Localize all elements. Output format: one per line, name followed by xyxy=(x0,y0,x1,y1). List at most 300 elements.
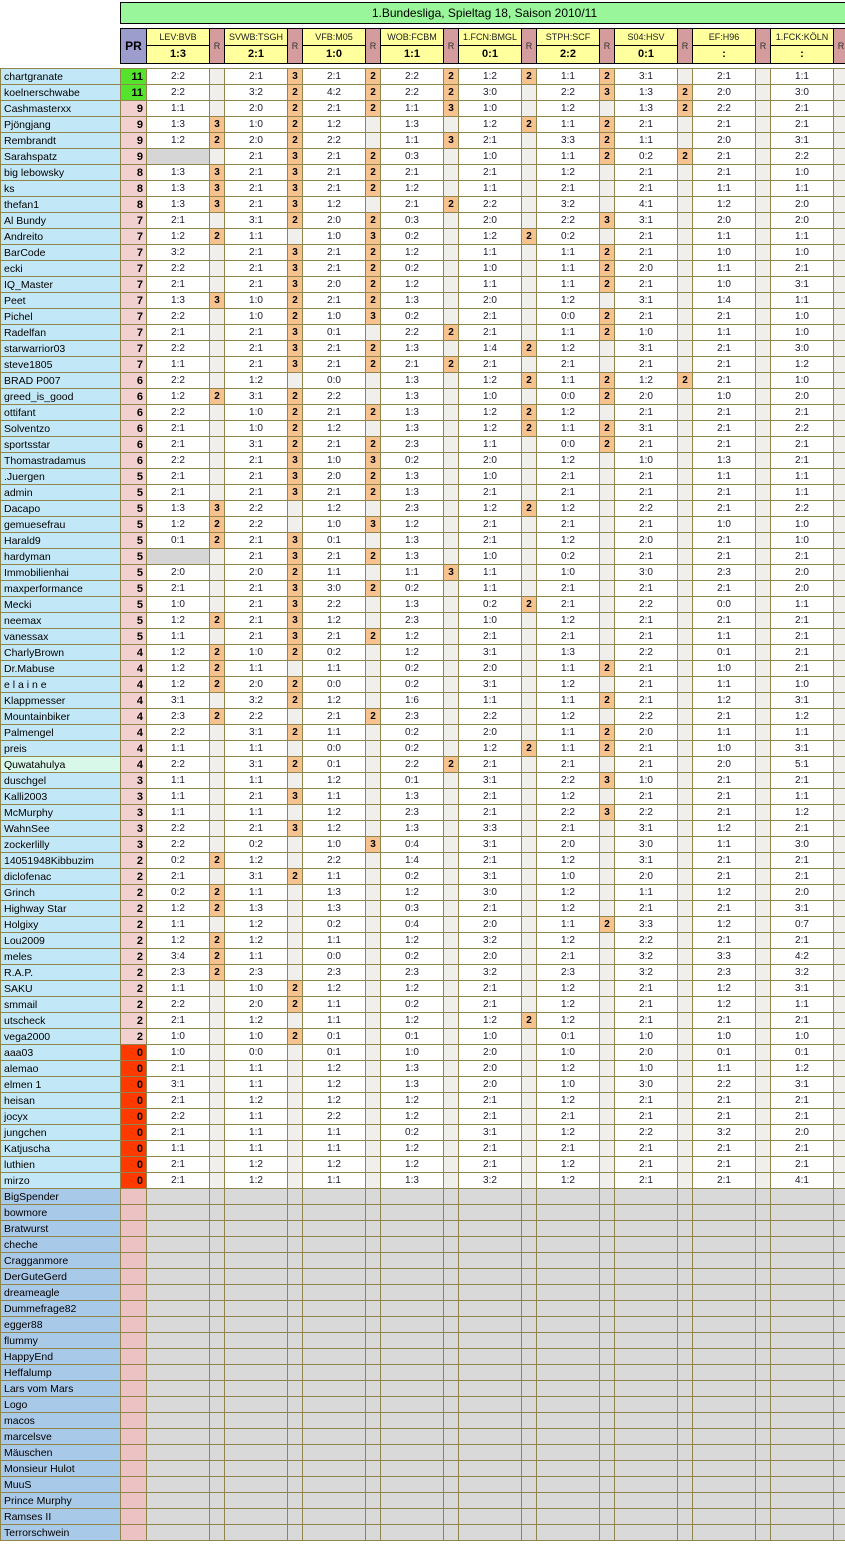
tip-cell: 0:1 xyxy=(303,1029,366,1045)
tip-cell xyxy=(147,1381,210,1397)
tip-cell: 2:1 xyxy=(693,309,756,325)
tip-cell: 1:1 xyxy=(537,725,600,741)
match-header xyxy=(537,29,600,64)
tip-cell: 1:1 xyxy=(225,949,288,965)
round-points-cell: 2 xyxy=(288,981,303,997)
tip-cell: 2:1 xyxy=(459,133,522,149)
tip-cell: 2:3 xyxy=(537,965,600,981)
tip-cell: 2:1 xyxy=(693,165,756,181)
tip-cell: 0:3 xyxy=(381,149,444,165)
round-points-cell xyxy=(522,917,537,933)
tip-cell: 2:1 xyxy=(693,933,756,949)
round-points-cell xyxy=(834,1205,845,1221)
corner-spacer xyxy=(1,29,121,64)
tip-cell: 1:3 xyxy=(537,645,600,661)
round-points-cell xyxy=(756,1509,771,1525)
round-points-cell xyxy=(444,581,459,597)
player-name-cell: Ramses II xyxy=(1,1509,121,1525)
tip-cell xyxy=(147,1285,210,1301)
round-points-cell xyxy=(522,965,537,981)
tip-cell: 2:1 xyxy=(537,757,600,773)
tip-cell: 1:2 xyxy=(381,1013,444,1029)
tip-cell: 3:0 xyxy=(459,85,522,101)
total-points-cell xyxy=(121,1461,147,1477)
tip-cell: 1:1 xyxy=(303,565,366,581)
round-points-cell xyxy=(210,1109,225,1125)
inactive-player-row xyxy=(1,1189,845,1205)
round-points-cell xyxy=(756,181,771,197)
round-points-cell xyxy=(756,901,771,917)
round-points-cell xyxy=(756,597,771,613)
tip-cell: 2:1 xyxy=(225,533,288,549)
tip-cell: 2:1 xyxy=(771,453,834,469)
round-points-cell: 3 xyxy=(288,357,303,373)
round-points-cell xyxy=(678,917,693,933)
total-points-cell: 0 xyxy=(121,1109,147,1125)
round-points-cell xyxy=(522,1077,537,1093)
round-points-cell xyxy=(756,853,771,869)
player-name-cell: Highway Star xyxy=(1,901,121,917)
player-name-cell: Immobilienhai xyxy=(1,565,121,581)
tip-cell: 2:0 xyxy=(615,389,678,405)
tip-cell: 2:0 xyxy=(459,453,522,469)
round-points-cell xyxy=(756,997,771,1013)
tip-cell: 2:1 xyxy=(537,581,600,597)
tip-cell: 1:1 xyxy=(303,997,366,1013)
round-points-cell xyxy=(756,1493,771,1509)
tip-cell: 3:1 xyxy=(771,1077,834,1093)
round-points-cell: 2 xyxy=(600,389,615,405)
tip-cell xyxy=(615,1365,678,1381)
total-points-cell: 0 xyxy=(121,1061,147,1077)
round-points-cell xyxy=(834,1093,845,1109)
round-points-cell xyxy=(678,293,693,309)
round-points-cell xyxy=(834,597,845,613)
inactive-player-row xyxy=(1,1429,845,1445)
round-points-cell xyxy=(756,677,771,693)
tip-cell: 2:1 xyxy=(147,1173,210,1189)
round-points-cell xyxy=(210,85,225,101)
tip-cell xyxy=(303,1413,366,1429)
tip-cell: 2:1 xyxy=(147,581,210,597)
player-name-cell: vega2000 xyxy=(1,1029,121,1045)
tip-cell: 2:1 xyxy=(615,117,678,133)
round-points-cell xyxy=(600,357,615,373)
tip-cell: 1:1 xyxy=(147,1141,210,1157)
total-points-cell: 0 xyxy=(121,1141,147,1157)
round-points-cell xyxy=(366,1237,381,1253)
round-points-cell xyxy=(444,741,459,757)
match-result-label: 1:3 xyxy=(170,48,186,60)
tip-cell: 1:2 xyxy=(303,613,366,629)
tip-cell: 1:1 xyxy=(381,133,444,149)
round-points-cell xyxy=(522,437,537,453)
round-points-cell xyxy=(756,325,771,341)
round-points-header: R xyxy=(678,29,693,64)
round-points-cell xyxy=(522,485,537,501)
tip-cell xyxy=(693,1445,756,1461)
tip-cell: 1:2 xyxy=(381,517,444,533)
round-points-cell xyxy=(756,789,771,805)
round-points-cell xyxy=(678,1221,693,1237)
round-points-cell xyxy=(600,885,615,901)
round-points-cell xyxy=(522,389,537,405)
tip-cell xyxy=(693,1525,756,1541)
player-name-cell: flummy xyxy=(1,1333,121,1349)
total-points-cell: 2 xyxy=(121,869,147,885)
round-points-cell xyxy=(756,1125,771,1141)
round-points-cell xyxy=(522,549,537,565)
tip-cell: 3:1 xyxy=(147,693,210,709)
tip-cell xyxy=(693,1205,756,1221)
tip-cell: 1:1 xyxy=(147,101,210,117)
round-points-cell xyxy=(678,661,693,677)
player-row xyxy=(1,277,845,293)
tip-cell: 3:0 xyxy=(615,1077,678,1093)
round-points-cell xyxy=(678,1285,693,1301)
round-points-header: R xyxy=(600,29,615,64)
round-points-cell xyxy=(522,853,537,869)
round-points-cell: 2 xyxy=(366,85,381,101)
inactive-player-row xyxy=(1,1493,845,1509)
player-name-cell: BRAD P007 xyxy=(1,373,121,389)
total-points-cell: 0 xyxy=(121,1077,147,1093)
tip-cell: 1:1 xyxy=(225,885,288,901)
round-points-cell xyxy=(366,1061,381,1077)
round-points-cell: 3 xyxy=(288,69,303,85)
round-points-cell xyxy=(366,389,381,405)
tip-cell: 3:0 xyxy=(771,341,834,357)
tip-cell: 2:1 xyxy=(459,981,522,997)
tip-cell: 2:2 xyxy=(147,309,210,325)
tip-cell: 2:1 xyxy=(381,197,444,213)
tip-cell: 1:1 xyxy=(147,741,210,757)
tip-cell: 2:1 xyxy=(303,485,366,501)
round-points-cell xyxy=(678,981,693,997)
tip-cell xyxy=(459,1365,522,1381)
tip-cell: 2:1 xyxy=(771,661,834,677)
tip-cell xyxy=(381,1509,444,1525)
player-row xyxy=(1,933,845,949)
round-points-cell xyxy=(756,1253,771,1269)
tip-cell: 2:1 xyxy=(693,533,756,549)
round-points-cell xyxy=(288,853,303,869)
tip-cell: 4:1 xyxy=(771,1173,834,1189)
total-points-cell xyxy=(121,1333,147,1349)
round-points-cell xyxy=(678,997,693,1013)
tip-cell: 2:1 xyxy=(693,149,756,165)
round-points-cell xyxy=(522,1237,537,1253)
tip-cell: 1:1 xyxy=(303,1125,366,1141)
tip-cell: 2:2 xyxy=(537,805,600,821)
total-points-cell: 7 xyxy=(121,245,147,261)
tip-cell xyxy=(771,1349,834,1365)
round-points-cell xyxy=(210,1317,225,1333)
round-points-cell xyxy=(366,1189,381,1205)
round-points-cell xyxy=(600,709,615,725)
inactive-player-row xyxy=(1,1461,845,1477)
round-points-cell xyxy=(366,1413,381,1429)
round-points-cell xyxy=(366,1141,381,1157)
inactive-player-row xyxy=(1,1333,845,1349)
tip-cell: 1:6 xyxy=(381,693,444,709)
round-points-cell xyxy=(600,965,615,981)
total-points-cell xyxy=(121,1397,147,1413)
player-name-cell: maxperformance xyxy=(1,581,121,597)
round-points-cell xyxy=(444,405,459,421)
tip-cell: 3:1 xyxy=(459,645,522,661)
tip-cell: 3:2 xyxy=(459,933,522,949)
round-points-cell xyxy=(210,1525,225,1541)
player-row xyxy=(1,213,845,229)
tip-cell: 2:3 xyxy=(693,565,756,581)
round-points-cell xyxy=(366,1093,381,1109)
player-row xyxy=(1,917,845,933)
player-name-cell: macos xyxy=(1,1413,121,1429)
tip-cell: 1:2 xyxy=(147,661,210,677)
round-points-cell xyxy=(288,1221,303,1237)
round-points-cell xyxy=(210,1413,225,1429)
tip-cell: 2:1 xyxy=(537,517,600,533)
round-points-cell xyxy=(834,469,845,485)
round-points-cell xyxy=(288,885,303,901)
round-points-cell xyxy=(210,725,225,741)
tip-cell xyxy=(381,1269,444,1285)
tip-cell xyxy=(771,1461,834,1477)
tip-cell: 2:1 xyxy=(225,629,288,645)
round-points-cell xyxy=(444,1189,459,1205)
tip-cell: 3:2 xyxy=(693,1125,756,1141)
player-name-cell: jocyx xyxy=(1,1109,121,1125)
total-points-cell: 0 xyxy=(121,1125,147,1141)
round-points-cell xyxy=(600,613,615,629)
tip-cell: 2:1 xyxy=(615,245,678,261)
match-result-label: 2:2 xyxy=(560,48,576,60)
tip-cell xyxy=(147,1205,210,1221)
round-points-cell xyxy=(522,1189,537,1205)
round-points-cell xyxy=(522,1493,537,1509)
tip-cell: 2:1 xyxy=(771,117,834,133)
tip-cell: 3:3 xyxy=(693,949,756,965)
tip-cell: 2:1 xyxy=(537,949,600,965)
round-points-cell xyxy=(444,1413,459,1429)
round-points-cell xyxy=(210,757,225,773)
round-points-cell xyxy=(444,1141,459,1157)
player-name-cell: .Juergen xyxy=(1,469,121,485)
tip-cell: 2:0 xyxy=(771,389,834,405)
tip-cell: 1:0 xyxy=(303,229,366,245)
tip-cell: 2:0 xyxy=(303,469,366,485)
round-points-cell xyxy=(366,1301,381,1317)
tip-cell: 2:1 xyxy=(303,709,366,725)
tip-cell: 1:2 xyxy=(225,1013,288,1029)
tip-cell: 1:2 xyxy=(771,1061,834,1077)
round-points-cell xyxy=(444,149,459,165)
player-name-cell: BarCode xyxy=(1,245,121,261)
round-points-cell xyxy=(600,405,615,421)
total-points-cell: 2 xyxy=(121,1029,147,1045)
tip-cell: 2:1 xyxy=(771,645,834,661)
tip-cell: 2:1 xyxy=(459,629,522,645)
tip-cell xyxy=(459,1221,522,1237)
round-points-cell xyxy=(600,1269,615,1285)
tip-cell xyxy=(771,1189,834,1205)
tip-cell: 2:0 xyxy=(459,725,522,741)
round-points-cell xyxy=(522,101,537,117)
round-points-cell xyxy=(834,581,845,597)
tip-cell xyxy=(693,1493,756,1509)
round-points-cell: 2 xyxy=(366,245,381,261)
tip-cell: 1:1 xyxy=(303,789,366,805)
round-points-cell xyxy=(678,629,693,645)
tip-cell: 1:2 xyxy=(303,1157,366,1173)
round-points-cell: 3 xyxy=(288,453,303,469)
match-result-label: 2:1 xyxy=(248,48,264,60)
round-points-cell: 2 xyxy=(288,757,303,773)
round-points-cell xyxy=(600,1237,615,1253)
round-points-cell xyxy=(600,1445,615,1461)
round-points-cell: 3 xyxy=(600,773,615,789)
tip-cell: 3:0 xyxy=(771,85,834,101)
tip-cell xyxy=(615,1477,678,1493)
tip-cell: 1:1 xyxy=(537,373,600,389)
tip-cell: 1:0 xyxy=(693,245,756,261)
player-row xyxy=(1,725,845,741)
tip-cell: 2:2 xyxy=(147,725,210,741)
round-points-cell xyxy=(444,245,459,261)
player-row xyxy=(1,149,845,165)
round-points-cell xyxy=(522,565,537,581)
tip-cell: 1:3 xyxy=(381,533,444,549)
round-points-cell xyxy=(756,501,771,517)
round-points-cell xyxy=(756,1189,771,1205)
tip-cell: 1:1 xyxy=(459,181,522,197)
round-points-cell xyxy=(288,949,303,965)
round-points-cell xyxy=(600,1173,615,1189)
round-points-cell: 3 xyxy=(288,245,303,261)
round-points-cell xyxy=(756,693,771,709)
tip-cell xyxy=(147,1301,210,1317)
tip-cell: 1:3 xyxy=(381,117,444,133)
tip-cell: 1:1 xyxy=(225,1061,288,1077)
round-points-cell xyxy=(444,1077,459,1093)
player-name-cell: Holgixy xyxy=(1,917,121,933)
round-points-cell xyxy=(756,1525,771,1541)
tip-cell xyxy=(459,1509,522,1525)
player-name-cell: steve1805 xyxy=(1,357,121,373)
tip-cell: 1:2 xyxy=(225,917,288,933)
round-points-cell xyxy=(288,373,303,389)
tip-cell: 3:2 xyxy=(225,693,288,709)
round-points-cell xyxy=(522,1461,537,1477)
player-row xyxy=(1,261,845,277)
round-points-cell: 2 xyxy=(522,1013,537,1029)
round-points-cell xyxy=(834,869,845,885)
player-name-cell: Palmengel xyxy=(1,725,121,741)
tip-cell xyxy=(615,1349,678,1365)
total-points-cell xyxy=(121,1301,147,1317)
tip-cell xyxy=(303,1381,366,1397)
tip-cell xyxy=(225,1349,288,1365)
round-points-cell xyxy=(600,1381,615,1397)
tip-cell: 1:2 xyxy=(537,1157,600,1173)
round-points-cell xyxy=(522,357,537,373)
round-points-cell xyxy=(678,341,693,357)
round-points-cell: 2 xyxy=(600,325,615,341)
round-points-cell xyxy=(834,117,845,133)
tip-cell xyxy=(147,1525,210,1541)
total-points-cell: 7 xyxy=(121,229,147,245)
round-points-cell xyxy=(834,85,845,101)
tip-cell: 3:1 xyxy=(459,869,522,885)
tip-cell xyxy=(693,1301,756,1317)
round-points-cell: 2 xyxy=(366,437,381,453)
player-name-cell: Heffalump xyxy=(1,1365,121,1381)
round-points-cell xyxy=(522,901,537,917)
round-points-cell: 3 xyxy=(288,325,303,341)
tip-cell: 1:2 xyxy=(381,1157,444,1173)
round-points-cell xyxy=(522,1061,537,1077)
tip-cell: 1:2 xyxy=(303,773,366,789)
round-points-cell: 2 xyxy=(678,101,693,117)
round-points-cell xyxy=(678,1093,693,1109)
tip-cell: 1:1 xyxy=(537,325,600,341)
player-name-cell: BigSpender xyxy=(1,1189,121,1205)
round-points-cell xyxy=(444,1157,459,1173)
round-points-cell xyxy=(756,965,771,981)
tip-cell: 2:0 xyxy=(303,213,366,229)
round-points-cell xyxy=(522,533,537,549)
round-points-cell: 2 xyxy=(366,549,381,565)
tip-cell: 3:1 xyxy=(615,853,678,869)
tip-cell: 0:2 xyxy=(381,453,444,469)
round-points-cell xyxy=(600,837,615,853)
player-name-cell: bowmore xyxy=(1,1205,121,1221)
round-points-cell xyxy=(756,1413,771,1429)
round-points-cell xyxy=(210,101,225,117)
round-points-cell xyxy=(600,981,615,997)
round-points-cell xyxy=(756,581,771,597)
tip-cell: 1:1 xyxy=(147,357,210,373)
tip-cell: 1:2 xyxy=(303,1061,366,1077)
round-points-cell xyxy=(834,325,845,341)
total-points-cell: 6 xyxy=(121,453,147,469)
round-points-cell xyxy=(288,1493,303,1509)
round-points-cell xyxy=(210,261,225,277)
tip-cell: 0:2 xyxy=(381,997,444,1013)
tip-cell: 2:2 xyxy=(771,421,834,437)
round-points-cell: 2 xyxy=(444,69,459,85)
tip-cell: 2:1 xyxy=(615,629,678,645)
player-name-cell: utscheck xyxy=(1,1013,121,1029)
round-points-cell xyxy=(756,949,771,965)
tip-cell: 2:1 xyxy=(615,693,678,709)
tip-cell xyxy=(147,1509,210,1525)
total-points-cell: 0 xyxy=(121,1173,147,1189)
player-name-cell: dreameagle xyxy=(1,1285,121,1301)
tip-cell: 1:2 xyxy=(381,245,444,261)
tip-cell xyxy=(693,1269,756,1285)
tip-cell: 1:2 xyxy=(147,645,210,661)
round-points-cell xyxy=(834,1445,845,1461)
round-points-cell xyxy=(600,1205,615,1221)
tip-cell: 2:1 xyxy=(303,69,366,85)
round-points-cell xyxy=(522,869,537,885)
tip-cell xyxy=(615,1237,678,1253)
tip-cell xyxy=(225,1429,288,1445)
tip-cell: 2:1 xyxy=(147,277,210,293)
player-row xyxy=(1,997,845,1013)
